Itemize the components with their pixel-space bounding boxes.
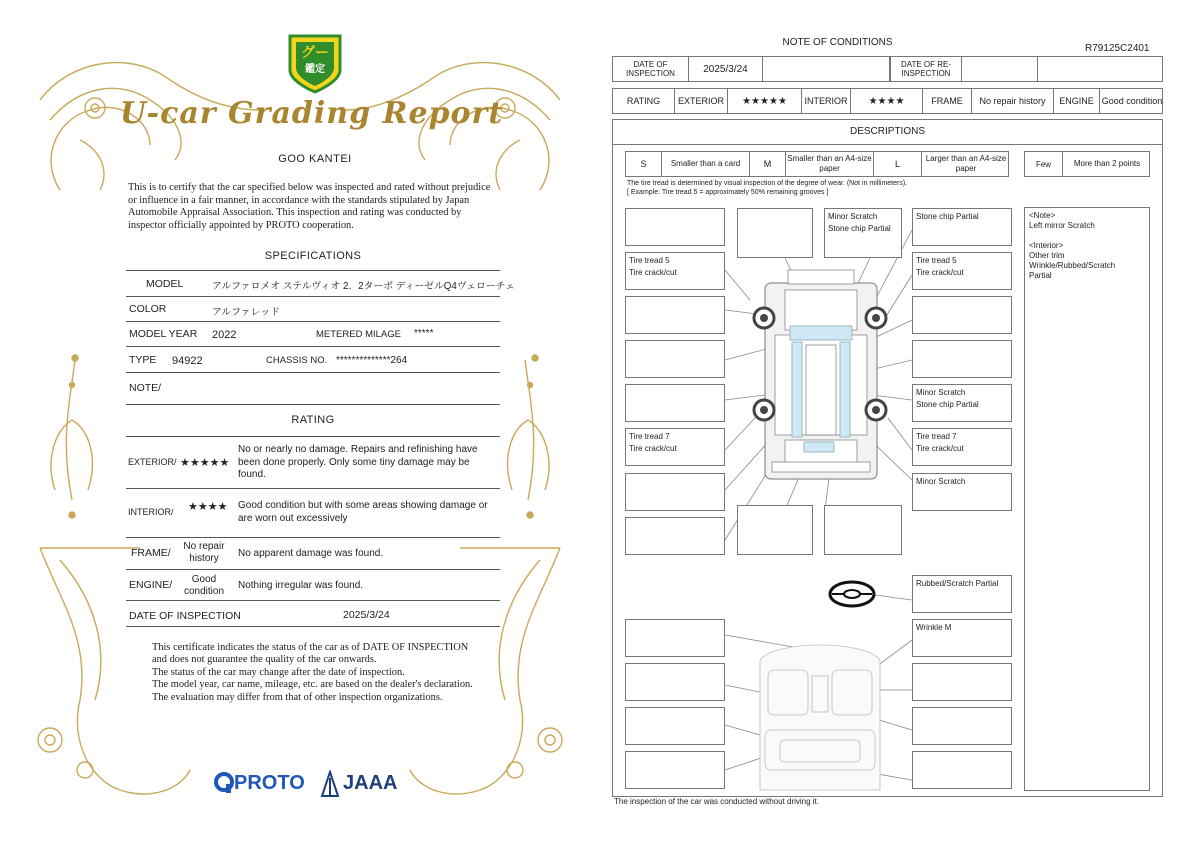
- divider: [126, 296, 500, 297]
- note-of-conditions-sheet: [600, 0, 1200, 848]
- engine-value: Good condition: [183, 574, 225, 597]
- date-inspection-label: DATE OF INSPECTION: [613, 57, 689, 81]
- frame-label: FRAME/: [131, 547, 171, 559]
- box-text: Tire tread 7 Tire crack/cut: [629, 432, 677, 453]
- damage-box: [625, 619, 725, 657]
- type-label: TYPE: [129, 354, 157, 366]
- specifications-heading: SPECIFICATIONS: [264, 250, 362, 262]
- descriptions-heading: DESCRIPTIONS: [849, 126, 925, 137]
- report-id: R79125C2401: [1085, 43, 1150, 54]
- disclaimer: [152, 642, 482, 704]
- damage-box: [912, 340, 1012, 378]
- tread-note: The tire tread is determined by visual inspection of the degree of wear. (Not in millimeters).: [627, 180, 908, 187]
- date-of-inspection-value: 2025/3/24: [343, 609, 390, 621]
- legend-few: Few: [1025, 152, 1063, 176]
- exterior-description: No or nearly no damage. Repairs and refinishing have been done properly. Only some tiny damage may be found.: [238, 444, 478, 480]
- chassis-value: **************264: [336, 355, 408, 366]
- box-text: Minor Scratch Stone chip Partial: [828, 212, 891, 233]
- jaaa-logo-icon: [320, 770, 340, 798]
- damage-box: [912, 751, 1012, 789]
- damage-box: [625, 340, 725, 378]
- frame-value: No repair history: [183, 541, 225, 564]
- badge-sub: 鑑定: [305, 64, 325, 75]
- legend-l-desc: Larger than an A4-size paper: [925, 154, 1007, 173]
- divider: [126, 626, 500, 627]
- engine-label: ENGINE/: [129, 579, 173, 591]
- damage-box: [625, 663, 725, 701]
- type-value: 94922: [172, 355, 203, 367]
- disclaimer-line: This certificate indicates the status of the car as of DATE OF INSPECTION and does not guarantee the quality of the car onwards.: [152, 642, 469, 666]
- engine-value: Good condition: [1101, 96, 1163, 106]
- damage-box: [625, 517, 725, 555]
- damage-box: [737, 505, 813, 555]
- divider: [126, 321, 500, 322]
- model-label: MODEL: [146, 278, 184, 290]
- interior-label: INTERIOR: [802, 89, 851, 113]
- damage-box: [625, 473, 725, 511]
- divider: [126, 569, 500, 570]
- damage-box-front-middle: [824, 208, 902, 258]
- damage-box-right-tire-front: [912, 252, 1012, 290]
- sheet-title: NOTE OF CONDITIONS: [782, 37, 893, 48]
- interior-stars: ★★★★: [188, 501, 228, 513]
- box-text: Minor Scratch: [916, 477, 966, 486]
- frame-description: No apparent damage was found.: [238, 548, 384, 559]
- divider: [126, 537, 500, 538]
- box-text: Tire tread 7 Tire crack/cut: [916, 432, 964, 453]
- damage-box: [625, 707, 725, 745]
- proto-logo-text: PROTO: [234, 772, 305, 794]
- badge-text: グー: [301, 44, 329, 60]
- intro-text: This is to certify that the car specified below was inspected and rated without prejudice or influence in a fair manner, in accordance with the standards stipulated by Japan Automobile Appraisal Association. This inspection and rating was conducted by inspector officially appointed by PROTO cooperation.: [128, 182, 491, 231]
- date-reinspection-label: DATE OF RE-INSPECTION: [890, 57, 962, 81]
- exterior-stars: ★★★★★: [180, 457, 230, 469]
- note-panel: <Note> Left mirror Scratch <Interior> Other trim Wrinkle/Rubbed/Scratch Partial: [1024, 207, 1150, 791]
- divider: [126, 270, 500, 271]
- disclaimer-line: The evaluation may differ from that of other inspection organizations.: [152, 691, 443, 703]
- exterior-stars: ★★★★★: [728, 89, 802, 113]
- damage-box: [625, 751, 725, 789]
- mileage-value: *****: [414, 328, 434, 339]
- damage-box-right-middle: [912, 384, 1012, 422]
- damage-box-front-right: [912, 208, 1012, 246]
- damage-box: [737, 208, 813, 258]
- damage-box-interior: [912, 619, 1012, 657]
- damage-box-right-tire-rear: [912, 428, 1012, 466]
- model-year-value: 2022: [212, 329, 237, 341]
- legend-s-desc: Smaller than a card: [662, 152, 750, 176]
- frame-value: No repair history: [972, 89, 1054, 113]
- jaaa-logo-text: JAAA: [343, 772, 398, 794]
- interior-stars: ★★★★: [851, 89, 923, 113]
- damage-box: [625, 208, 725, 246]
- damage-box: [912, 296, 1012, 334]
- tread-example: [ Example: Tire tread 5 = approximately 50% remaining grooves ]: [627, 189, 829, 196]
- exterior-label: EXTERIOR/: [128, 457, 177, 467]
- divider: [126, 404, 500, 405]
- damage-box-steering: [912, 575, 1012, 613]
- box-text: Tire tread 5 Tire crack/cut: [916, 256, 964, 277]
- divider: [126, 600, 500, 601]
- damage-box: [912, 663, 1012, 701]
- engine-label: ENGINE: [1054, 89, 1100, 113]
- legend-m: M: [750, 152, 786, 176]
- interior-label: INTERIOR/: [128, 507, 174, 517]
- damage-box-right-rear: [912, 473, 1012, 511]
- divider: [126, 488, 500, 489]
- color-label: COLOR: [129, 303, 167, 315]
- date-inspection-value: 2025/3/24: [689, 57, 763, 81]
- damage-box: [625, 296, 725, 334]
- model-year-label: MODEL YEAR: [129, 328, 198, 340]
- date-of-inspection-label: DATE OF INSPECTION: [129, 610, 241, 622]
- legend-s: S: [626, 152, 662, 176]
- legend-l: L: [874, 152, 922, 176]
- engine-description: Nothing irregular was found.: [238, 580, 364, 591]
- note-label: NOTE/: [129, 382, 162, 394]
- disclaimer-line: The model year, car name, mileage, etc. are based on the dealer's declaration.: [152, 679, 473, 691]
- interior-description: Good condition but with some areas showing damage or are worn out excessively: [238, 500, 488, 524]
- box-text: Stone chip Partial: [916, 212, 979, 221]
- divider: [126, 372, 500, 373]
- proto-logo-icon: [214, 772, 234, 794]
- disclaimer-line: The status of the car may change after the date of inspection.: [152, 666, 405, 678]
- legend-m-desc: Smaller than an A4-size paper: [786, 152, 874, 176]
- sheet-footer: The inspection of the car was conducted without driving it.: [614, 797, 819, 806]
- footer-logos: [210, 766, 410, 802]
- model-value: アルファロメオ ステルヴィオ 2．2ターボ ディーゼルQ4ヴェローチェ: [212, 281, 515, 292]
- divider: [126, 346, 500, 347]
- color-value: アルファレッド: [212, 307, 280, 318]
- brand-name: GOO KANTEI: [278, 153, 352, 165]
- divider: [126, 436, 500, 437]
- damage-box: [824, 505, 902, 555]
- frame-label: FRAME: [923, 89, 972, 113]
- mileage-label: METERED MILAGE: [316, 329, 401, 340]
- legend-few-desc: More than 2 points: [1073, 159, 1141, 168]
- damage-box: [912, 707, 1012, 745]
- certificate-title: U-car Grading Report: [120, 96, 504, 131]
- box-text: Tire tread 5 Tire crack/cut: [629, 256, 677, 277]
- damage-box-left-tire-rear: [625, 428, 725, 466]
- goo-kantei-badge: [284, 30, 346, 94]
- chassis-label: CHASSIS NO.: [266, 355, 328, 366]
- damage-box-left-tire-front: [625, 252, 725, 290]
- exterior-label: EXTERIOR: [675, 89, 728, 113]
- box-text: Minor Scratch Stone chip Partial: [916, 388, 979, 409]
- steering-wheel-icon: [830, 582, 874, 606]
- box-text: Wrinkle M: [916, 623, 952, 632]
- damage-box: [625, 384, 725, 422]
- rating-label: RATING: [613, 89, 675, 113]
- rating-heading: RATING: [291, 414, 335, 426]
- box-text: Rubbed/Scratch Partial: [916, 579, 999, 588]
